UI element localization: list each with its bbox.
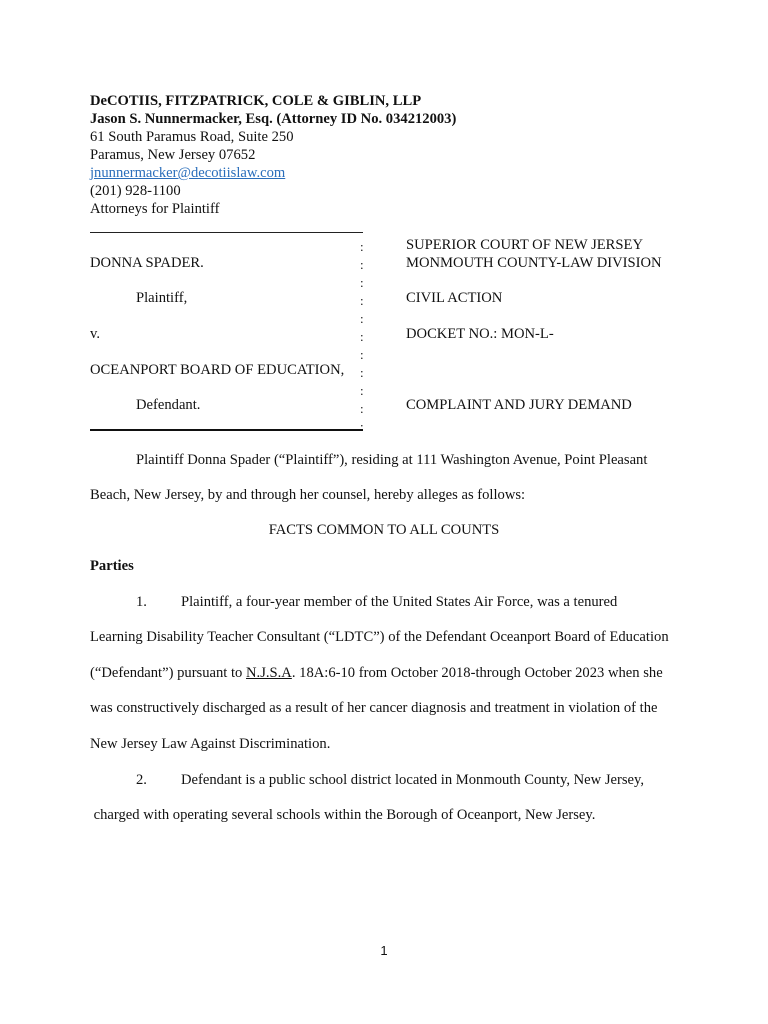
firm-name: DeCOTIIS, FITZPATRICK, COLE & GIBLIN, LLP bbox=[90, 93, 422, 109]
caption-colon: : bbox=[360, 419, 364, 434]
defendant-label: Defendant. bbox=[136, 397, 201, 413]
versus: v. bbox=[90, 326, 100, 342]
address-line-1: 61 South Paramus Road, Suite 250 bbox=[90, 129, 294, 145]
document-title: COMPLAINT AND JURY DEMAND bbox=[406, 397, 632, 413]
court-division: MONMOUTH COUNTY-LAW DIVISION bbox=[406, 255, 662, 271]
intro-paragraph-line: Plaintiff Donna Spader (“Plaintiff”), residing at 111 Washington Avenue, Point Pleasant bbox=[136, 452, 648, 468]
intro-paragraph-line: Beach, New Jersey, by and through her counsel, hereby alleges as follows: bbox=[90, 487, 526, 503]
email-link[interactable]: jnunnermacker@decotiislaw.com bbox=[90, 165, 286, 181]
paragraph-line: Defendant is a public school district located in Monmouth County, New Jersey, bbox=[181, 772, 644, 788]
address-line-2: Paramus, New Jersey 07652 bbox=[90, 147, 256, 163]
caption-top-rule bbox=[90, 232, 363, 233]
paragraph-text: (“Defendant”) pursuant to bbox=[90, 665, 247, 681]
caption-colon: : bbox=[360, 239, 364, 254]
caption-colon: : bbox=[360, 293, 364, 308]
paragraph-line: Plaintiff, a four-year member of the United States Air Force, was a tenured bbox=[181, 594, 618, 610]
statute-citation: N.J.S.A bbox=[246, 665, 292, 681]
defendant-name: OCEANPORT BOARD OF EDUCATION, bbox=[90, 362, 345, 378]
phone-number: (201) 928-1100 bbox=[90, 183, 181, 199]
attorney-role: Attorneys for Plaintiff bbox=[90, 201, 220, 217]
paragraph-line bbox=[90, 665, 663, 682]
paragraph-number: 1. bbox=[136, 594, 147, 610]
caption-colon: : bbox=[360, 365, 364, 380]
paragraph-line: New Jersey Law Against Discrimination. bbox=[90, 736, 331, 752]
plaintiff-name: DONNA SPADER. bbox=[90, 255, 204, 271]
caption-colon: : bbox=[360, 275, 364, 290]
caption-bottom-rule bbox=[90, 429, 363, 431]
caption-colon: : bbox=[360, 329, 364, 344]
civil-action-label: CIVIL ACTION bbox=[406, 290, 503, 306]
subheading-parties: Parties bbox=[90, 558, 134, 574]
caption-colon: : bbox=[360, 257, 364, 272]
section-heading: FACTS COMMON TO ALL COUNTS bbox=[268, 522, 500, 538]
caption-colon: : bbox=[360, 383, 364, 398]
paragraph-line: Learning Disability Teacher Consultant (“LDTC”) of the Defendant Oceanport Board of Education bbox=[90, 629, 669, 645]
caption-colon: : bbox=[360, 311, 364, 326]
page-number: 1 bbox=[380, 943, 388, 958]
paragraph-number: 2. bbox=[136, 772, 147, 788]
paragraph-line: charged with operating several schools within the Borough of Oceanport, New Jersey. bbox=[90, 807, 596, 823]
docket-number: DOCKET NO.: MON-L- bbox=[406, 326, 554, 342]
caption-colon: : bbox=[360, 401, 364, 416]
court-name: SUPERIOR COURT OF NEW JERSEY bbox=[406, 237, 643, 253]
caption-colon: : bbox=[360, 347, 364, 362]
plaintiff-label: Plaintiff, bbox=[136, 290, 188, 306]
attorney-name: Jason S. Nunnermacker, Esq. (Attorney ID No. 034212003) bbox=[90, 111, 457, 127]
paragraph-line: was constructively discharged as a result of her cancer diagnosis and treatment in violation of the bbox=[90, 700, 658, 716]
paragraph-text: . 18A:6-10 from October 2018-through October 2023 when she bbox=[291, 665, 663, 681]
